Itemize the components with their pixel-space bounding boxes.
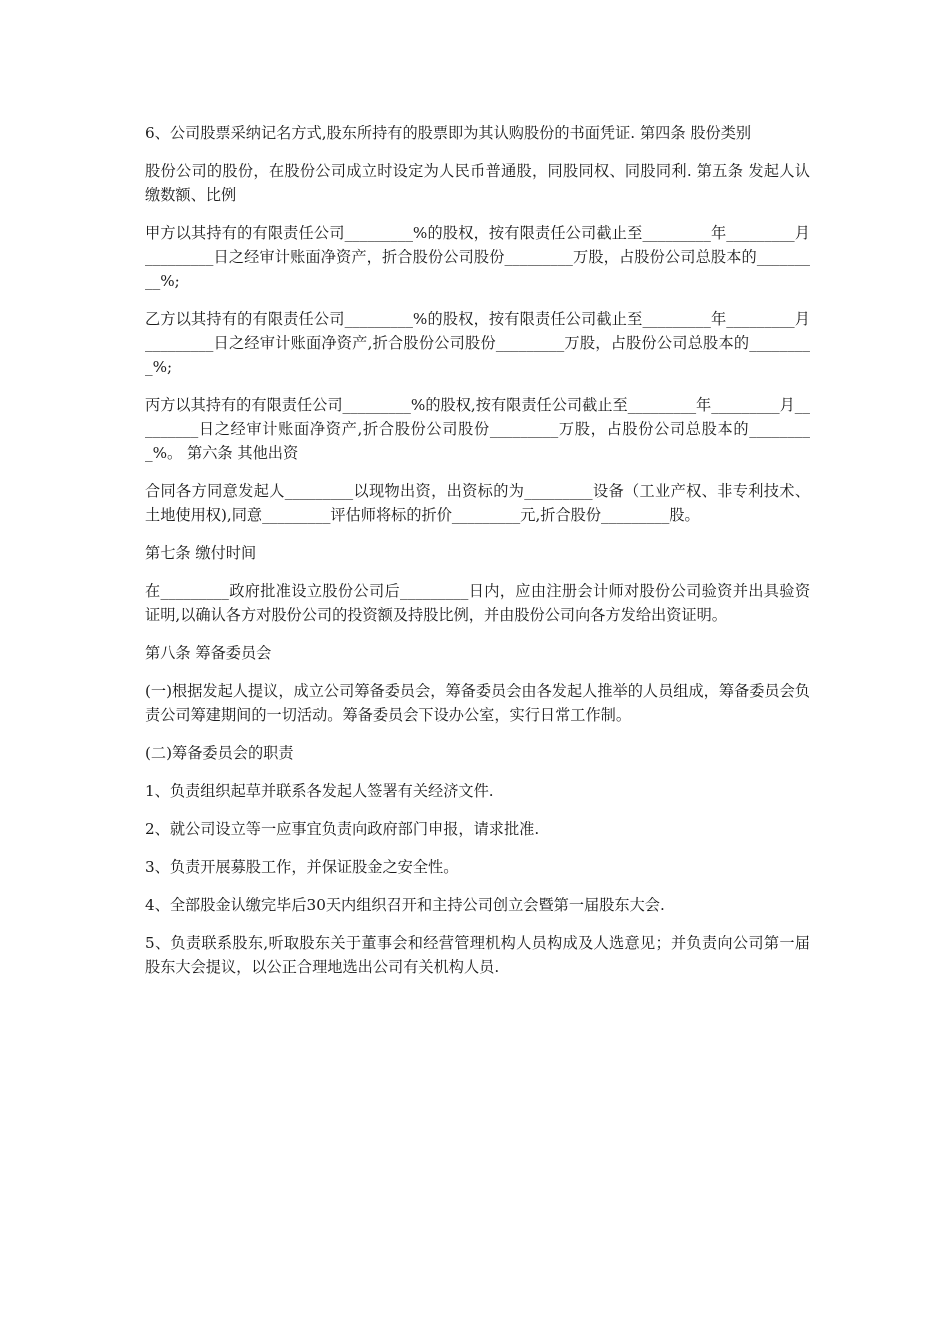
list-item-duty-2: 2、就公司设立等一应事宜负责向政府部门申报，请求批准.	[145, 820, 540, 838]
paragraph-payment-time: 在_________政府批准设立股份公司后_________日内，应由注册会计师对股份公司验资并出具验资证明,以确认各方对股份公司的投资额及持股比例，并由股份公司向各方发给出资证明。	[145, 582, 810, 624]
paragraph-party-c-article-6: 丙方以其持有的有限责任公司_________%的股权,按有限责任公司截止至_________年_________月_________日之经审计账面净资产,折合股份公司股份_________万股，占股份公司总股本的_________%。 第六条 其他出资	[145, 396, 810, 462]
list-item-duty-4: 4、全部股金认缴完毕后30天内组织召开和主持公司创立会暨第一届股东大会.	[145, 896, 665, 914]
list-item-duty-1: 1、负责组织起草并联系各发起人签署有关经济文件.	[145, 782, 494, 800]
document-body	[145, 121, 810, 993]
paragraph-in-kind-contribution: 合同各方同意发起人_________以现物出资，出资标的为_________设备（工业产权、非专利技术、土地使用权),同意_________评估师将标的折价_________元,折合股份_________股。	[145, 482, 810, 524]
heading-article-7: 第七条 缴付时间	[145, 544, 257, 562]
heading-article-8: 第八条 筹备委员会	[145, 644, 272, 662]
heading-committee-duties: (二)筹备委员会的职责	[145, 744, 294, 762]
paragraph-party-b: 乙方以其持有的有限责任公司_________%的股权，按有限责任公司截止至_________年_________月_________日之经审计账面净资产,折合股份公司股份_________万股，占股份公司总股本的_________%;	[145, 310, 810, 376]
list-item-duty-5: 5、负责联系股东,听取股东关于董事会和经营管理机构人员构成及人选意见；并负责向公司第一届股东大会提议，以公正合理地选出公司有关机构人员.	[145, 934, 810, 976]
list-item-duty-3: 3、负责开展募股工作，并保证股金之安全性。	[145, 858, 459, 876]
paragraph-party-a: 甲方以其持有的有限责任公司_________%的股权，按有限责任公司截止至_________年_________月_________日之经审计账面净资产，折合股份公司股份_________万股，占股份公司总股本的_________%;	[145, 224, 810, 290]
paragraph-item-6-article-4: 6、公司股票采纳记名方式,股东所持有的股票即为其认购股份的书面凭证. 第四条 股份类别	[145, 124, 752, 142]
paragraph-share-class-article-5: 股份公司的股份，在股份公司成立时设定为人民币普通股，同股同权、同股同利. 第五条 发起人认缴数额、比例	[145, 162, 810, 204]
paragraph-committee-formation: (一)根据发起人提议，成立公司筹备委员会，筹备委员会由各发起人推举的人员组成，筹备委员会负责公司筹建期间的一切活动。筹备委员会下设办公室，实行日常工作制。	[145, 682, 810, 724]
